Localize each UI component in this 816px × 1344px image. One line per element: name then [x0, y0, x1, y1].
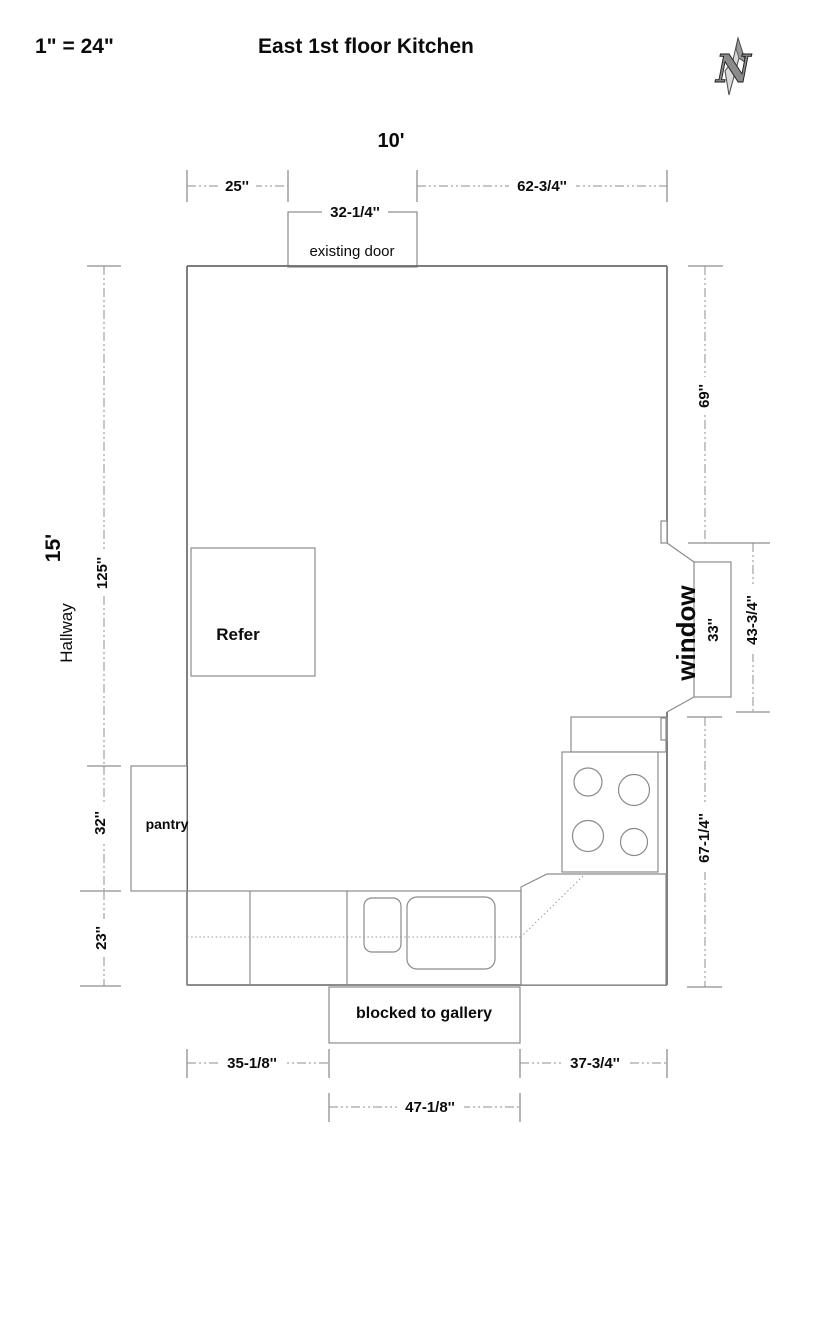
dim-label-32-group [91, 804, 109, 842]
dim-label-33: 33'' [705, 618, 722, 642]
sink-large-bowl [407, 897, 495, 969]
dim-label-69-group [695, 377, 713, 415]
dim-label-37-3-4: 37-3/4'' [570, 1055, 620, 1072]
dim-label-67-1-4: 67-1/4'' [696, 813, 713, 863]
corner-counter-shape [521, 874, 666, 985]
existing-door [288, 204, 417, 267]
refer-box [191, 548, 315, 676]
dim-label-23-group [92, 919, 110, 957]
window-label: window [671, 585, 701, 681]
pantry-label: pantry [145, 816, 189, 832]
dim-label-47-1-8: 47-1/8'' [405, 1099, 455, 1116]
blocked-opening [329, 987, 520, 1043]
dim-label-23: 23'' [93, 926, 110, 950]
hallway-label: Hallway [57, 603, 76, 663]
dim-label-43-3-4-group [743, 586, 761, 654]
overall-height-label: 15' [42, 533, 65, 563]
dim-top-row [187, 170, 667, 202]
stove-box [562, 752, 658, 872]
overall-width-label: 10' [377, 130, 405, 152]
page-title: East 1st floor Kitchen [258, 35, 474, 58]
dim-label-125: 125'' [94, 556, 111, 590]
refer-label: Refer [216, 625, 260, 644]
dim-label-32: 32'' [92, 811, 109, 835]
dim-bottom-rows [187, 1049, 667, 1122]
pantry [131, 766, 189, 891]
dim-label-67-1-4-group [695, 804, 713, 872]
window-jamb-top [661, 521, 667, 543]
existing-door-label: existing door [309, 243, 395, 260]
north-letter: N [716, 46, 751, 91]
dim-label-62-3-4: 62-3/4'' [517, 178, 567, 195]
counter-above-stove [571, 717, 666, 752]
dim-label-69: 69'' [696, 384, 713, 408]
scale-label: 1" = 24" [35, 35, 114, 58]
counter-box [187, 891, 521, 985]
sink-small-bowl [364, 898, 401, 952]
dim-left-column [42, 266, 121, 986]
window-bay-diagonal-top [667, 543, 694, 562]
north-arrow-icon [715, 38, 752, 95]
stove [562, 717, 666, 872]
window-bay [661, 521, 731, 740]
dim-label-125-group [93, 550, 111, 596]
window-bay-diagonal-bottom [667, 697, 694, 712]
dim-label-43-3-4: 43-3/4'' [744, 595, 761, 645]
counter-corner [521, 874, 666, 985]
dim-label-35-1-8: 35-1/8'' [227, 1055, 277, 1072]
blocked-label: blocked to gallery [355, 1005, 493, 1022]
refrigerator [191, 548, 315, 676]
counter-south-run [187, 891, 521, 985]
dim-label-25: 25'' [225, 178, 249, 195]
dim-label-door-width: 32-1/4'' [330, 204, 380, 221]
